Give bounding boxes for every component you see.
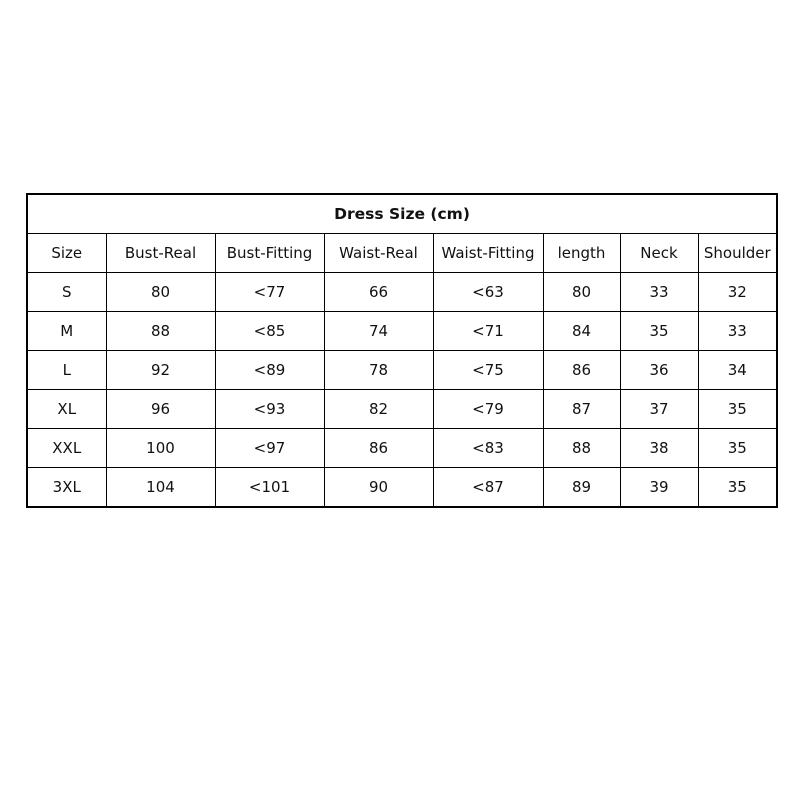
table-cell: M [27, 312, 106, 351]
table-cell: 35 [698, 429, 777, 468]
size-chart-table [26, 193, 778, 508]
table-cell: <83 [433, 429, 543, 468]
table-cell: 86 [324, 429, 433, 468]
table-cell: 82 [324, 390, 433, 429]
table-cell: 33 [698, 312, 777, 351]
table-cell: 80 [106, 273, 215, 312]
table-cell: <85 [215, 312, 324, 351]
table-cell: 74 [324, 312, 433, 351]
table-cell: 84 [543, 312, 620, 351]
table-cell: <97 [215, 429, 324, 468]
table-row [27, 273, 777, 312]
title-row [27, 194, 777, 234]
table-cell: <63 [433, 273, 543, 312]
table-cell: 35 [620, 312, 698, 351]
table-cell: 88 [106, 312, 215, 351]
table-cell: 89 [543, 468, 620, 508]
header-row [27, 234, 777, 273]
table-cell: 38 [620, 429, 698, 468]
table-cell: <79 [433, 390, 543, 429]
table-cell: 37 [620, 390, 698, 429]
table-cell: 104 [106, 468, 215, 508]
table-cell: 66 [324, 273, 433, 312]
table-cell: 92 [106, 351, 215, 390]
table-row [27, 351, 777, 390]
column-header-size: Size [27, 234, 106, 273]
table-cell: 96 [106, 390, 215, 429]
column-header-bust-fitting: Bust-Fitting [215, 234, 324, 273]
column-header-waist-real: Waist-Real [324, 234, 433, 273]
table-cell: 78 [324, 351, 433, 390]
table-cell: 32 [698, 273, 777, 312]
table-cell: XXL [27, 429, 106, 468]
table-cell: 39 [620, 468, 698, 508]
table-cell: 86 [543, 351, 620, 390]
table-cell: 87 [543, 390, 620, 429]
table-cell: <77 [215, 273, 324, 312]
table-cell: 34 [698, 351, 777, 390]
table-cell: 88 [543, 429, 620, 468]
table-row [27, 429, 777, 468]
table-cell: 100 [106, 429, 215, 468]
table-cell: <75 [433, 351, 543, 390]
table-cell: <71 [433, 312, 543, 351]
table-cell: 3XL [27, 468, 106, 508]
table-row [27, 390, 777, 429]
column-header-bust-real: Bust-Real [106, 234, 215, 273]
table-cell: <101 [215, 468, 324, 508]
table-title: Dress Size (cm) [27, 194, 777, 234]
table-cell: <93 [215, 390, 324, 429]
table-row [27, 312, 777, 351]
table-cell: 35 [698, 468, 777, 508]
table-cell: L [27, 351, 106, 390]
table-cell: 90 [324, 468, 433, 508]
column-header-waist-fitting: Waist-Fitting [433, 234, 543, 273]
table-cell: XL [27, 390, 106, 429]
table-cell: 35 [698, 390, 777, 429]
table-cell: 36 [620, 351, 698, 390]
table-row [27, 468, 777, 508]
table-cell: S [27, 273, 106, 312]
table-cell: 80 [543, 273, 620, 312]
table-cell: 33 [620, 273, 698, 312]
column-header-shoulder: Shoulder [698, 234, 777, 273]
table-cell: <87 [433, 468, 543, 508]
table-cell: <89 [215, 351, 324, 390]
column-header-length: length [543, 234, 620, 273]
column-header-neck: Neck [620, 234, 698, 273]
